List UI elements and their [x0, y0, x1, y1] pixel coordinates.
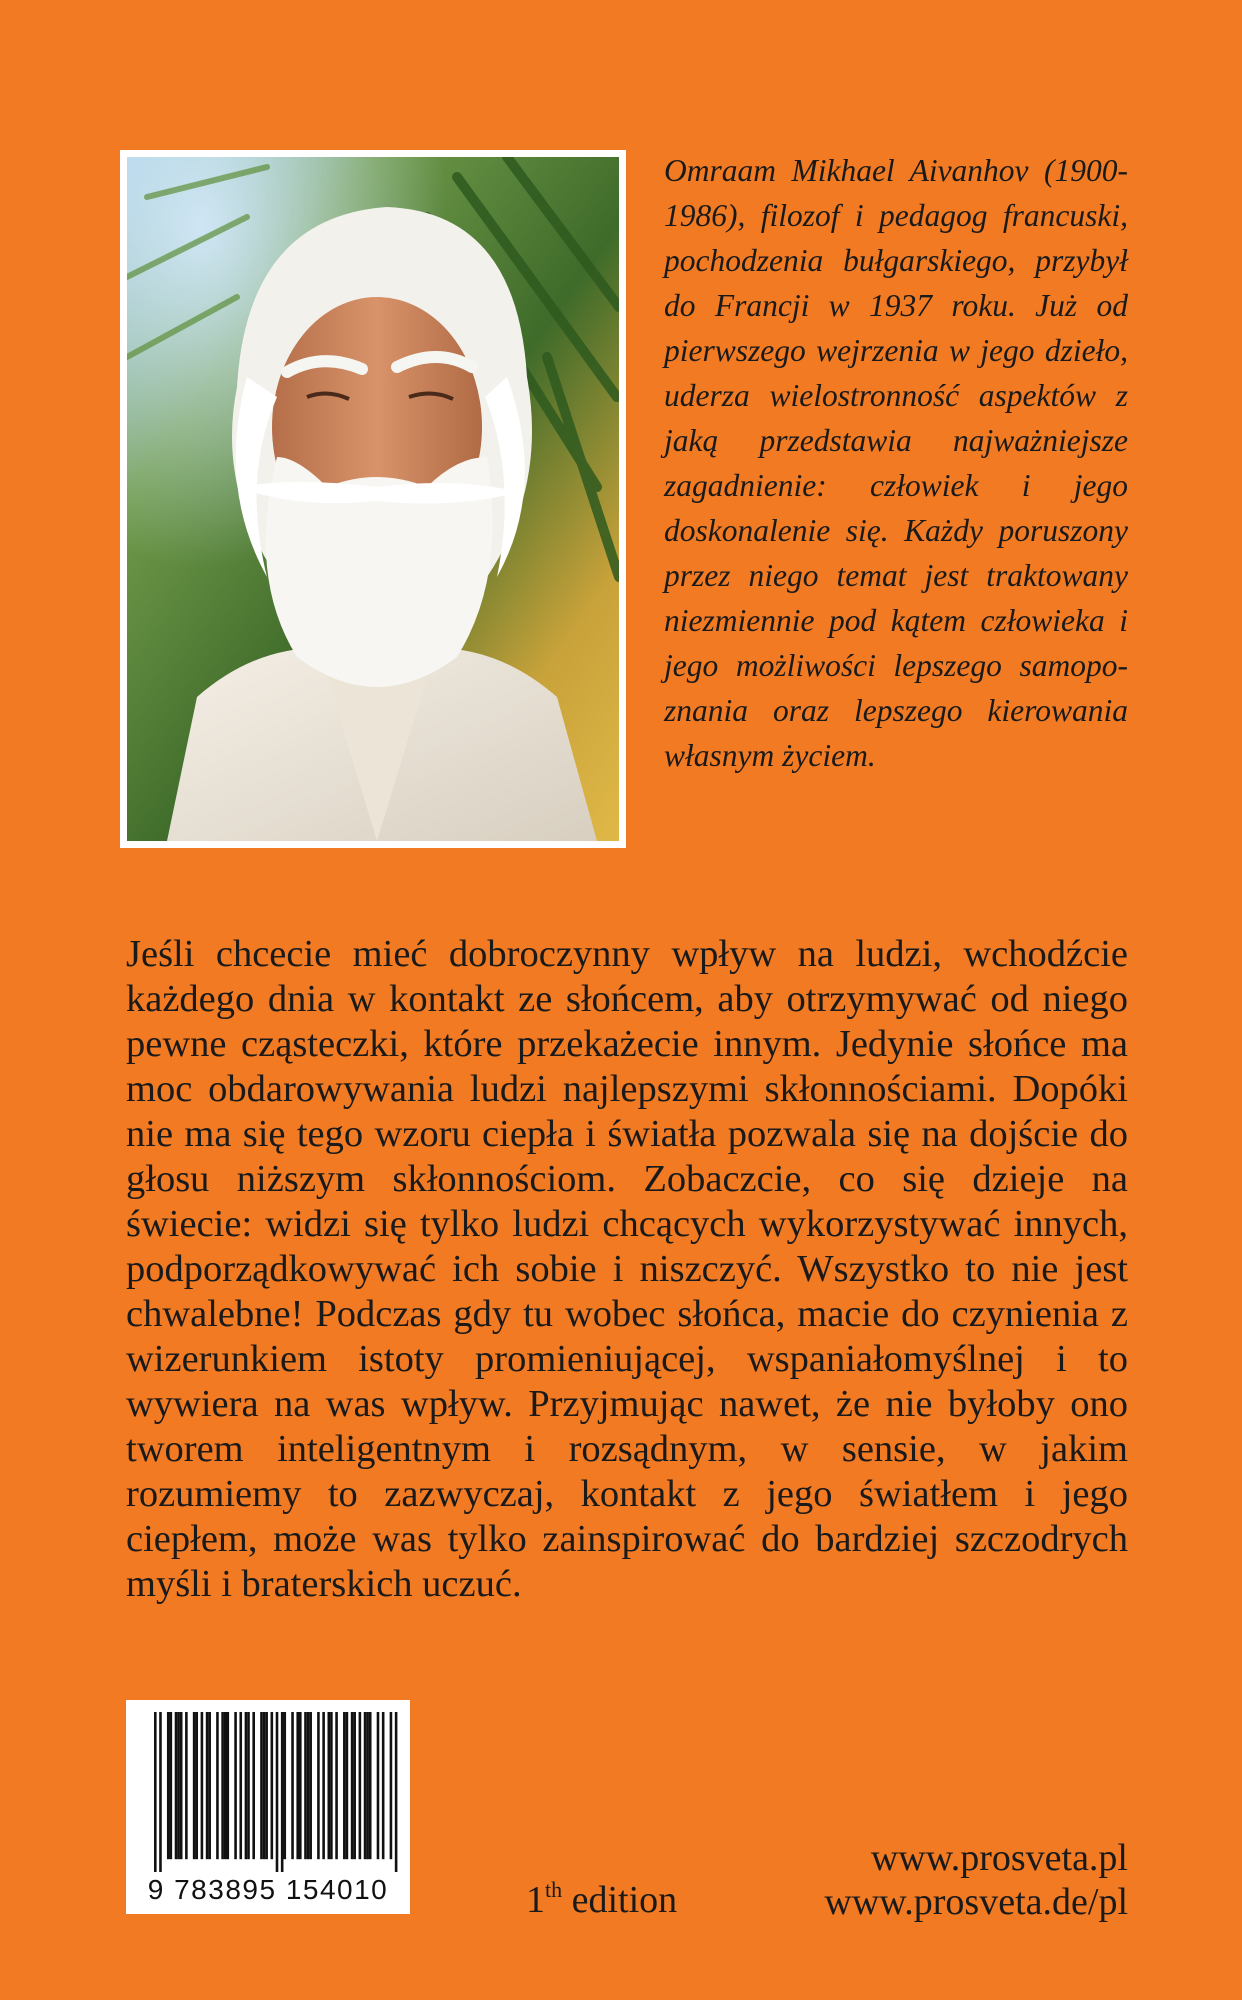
barcode-bar	[195, 1712, 198, 1859]
barcode-bar	[353, 1712, 356, 1859]
barcode-bar	[224, 1712, 227, 1859]
barcode-bar	[252, 1712, 255, 1859]
barcode-bar	[234, 1712, 237, 1859]
barcode-bar	[304, 1712, 307, 1859]
author-photo	[120, 150, 626, 848]
barcode-bar	[330, 1712, 333, 1859]
author-portrait-icon	[127, 157, 619, 841]
barcode-bar	[170, 1712, 173, 1859]
barcode-bar	[263, 1712, 266, 1859]
barcode-bar	[260, 1712, 263, 1859]
barcode-bar	[239, 1712, 242, 1859]
edition-label	[526, 1878, 677, 1927]
barcode-bar	[227, 1712, 230, 1859]
barcode-bar	[208, 1712, 211, 1859]
barcode-bar	[369, 1712, 372, 1859]
barcode-bar	[271, 1712, 274, 1859]
isbn-number: 9 783895 154010	[147, 1874, 389, 1905]
edition-number: 1	[526, 1879, 545, 1921]
barcode-bar	[296, 1712, 299, 1859]
barcode-bar	[206, 1712, 209, 1859]
barcode-bar	[343, 1712, 346, 1859]
barcode-bar	[364, 1712, 367, 1859]
barcode-bar	[177, 1712, 180, 1859]
barcode-bar	[193, 1712, 196, 1859]
barcode-bar	[395, 1712, 398, 1872]
barcode-bar	[307, 1712, 310, 1859]
barcode-bar	[359, 1712, 362, 1859]
barcode-bar	[327, 1712, 330, 1859]
barcode-bar	[167, 1712, 170, 1859]
barcode-bar	[322, 1712, 325, 1859]
website-link[interactable]: www.prosveta.pl	[870, 1837, 1128, 1879]
barcode-bar	[281, 1712, 284, 1872]
barcode-bar	[283, 1712, 286, 1859]
barcode-bar	[159, 1712, 162, 1872]
barcode-bar	[346, 1712, 349, 1859]
barcode-bar	[366, 1712, 369, 1859]
barcode-bar	[377, 1712, 380, 1859]
barcode-bar	[185, 1712, 188, 1859]
barcode-bar	[221, 1712, 224, 1859]
isbn-barcode	[126, 1700, 410, 1914]
barcode-bar	[309, 1712, 312, 1859]
barcode-bar	[247, 1712, 250, 1859]
barcode-icon	[154, 1712, 400, 1872]
barcode-bar	[335, 1712, 338, 1859]
barcode-bar	[276, 1712, 279, 1872]
barcode-bar	[390, 1712, 393, 1859]
barcode-bar	[216, 1712, 219, 1859]
edition-suffix: th	[545, 1877, 563, 1902]
barcode-bar	[180, 1712, 183, 1859]
barcode-bar	[317, 1712, 320, 1859]
barcode-bar	[291, 1712, 294, 1859]
barcode-bar	[154, 1712, 157, 1872]
barcode-bar	[175, 1712, 178, 1859]
barcode-bar	[351, 1712, 354, 1859]
barcode-bar	[382, 1712, 385, 1859]
website-link[interactable]: www.prosveta.de/pl	[824, 1881, 1128, 1923]
back-cover-quote: Jeśli chcecie mieć dobroczynny wpływ na ludzi, wchodźcie każdego dnia w kontakt ze słońcem, aby otrzymywać od niego pewne cząsteczki, które przekażecie innym. Jedynie słońce ma moc obdarowywania ludzi najlepszymi skłonnościami. Dopóki nie ma się tego wzoru ciepła i światła pozwala się na dojście do głosu niższym skłonnościom. Zobaczcie, co się dzieje na świecie: widzi się tylko ludzi chcących wykorzystywać innych, podporządkowywać ich sobie i niszczyć. Wszystko to nie jest chwalebne! Podczas gdy tu wobec słońca, macie do czynienia z wizerunkiem istoty promieniującej, wspaniałomyślnej i to wywiera na was wpływ. Przyjmując nawet, że nie byłoby ono tworem inteligentnym i rozsądnym, w sensie, w jakim rozumiemy to zazwyczaj, kontakt z jego światłem i jego ciepłem, może was tylko zainspirować do bardziej szczodrych myśli i braterskich uczuć.	[126, 933, 1128, 1605]
barcode-bar	[201, 1712, 204, 1859]
barcode-bar	[299, 1712, 302, 1859]
publisher-websites	[824, 1836, 1128, 1924]
author-bio: Omraam Mikhael Aivanhov (1900-1986), filozof i pedagog francuski, pochodzenia bułgarskiego, przybył do Francji w 1937 roku. Już od pierwszego wejrzenia w jego dzieło, uderza wielostronność aspektów z jaką przedstawia najważniejsze zagadnienie: człowiek i jego doskonalenie się. Każdy poruszony przez niego temat jest traktowany niezmiennie pod kątem człowieka i jego możliwości lepszego samopoznania oraz lepszego kierowania własnym życiem.	[664, 153, 1128, 773]
barcode-bar	[265, 1712, 268, 1859]
barcode-bar	[245, 1712, 248, 1859]
edition-text: edition	[562, 1879, 678, 1921]
